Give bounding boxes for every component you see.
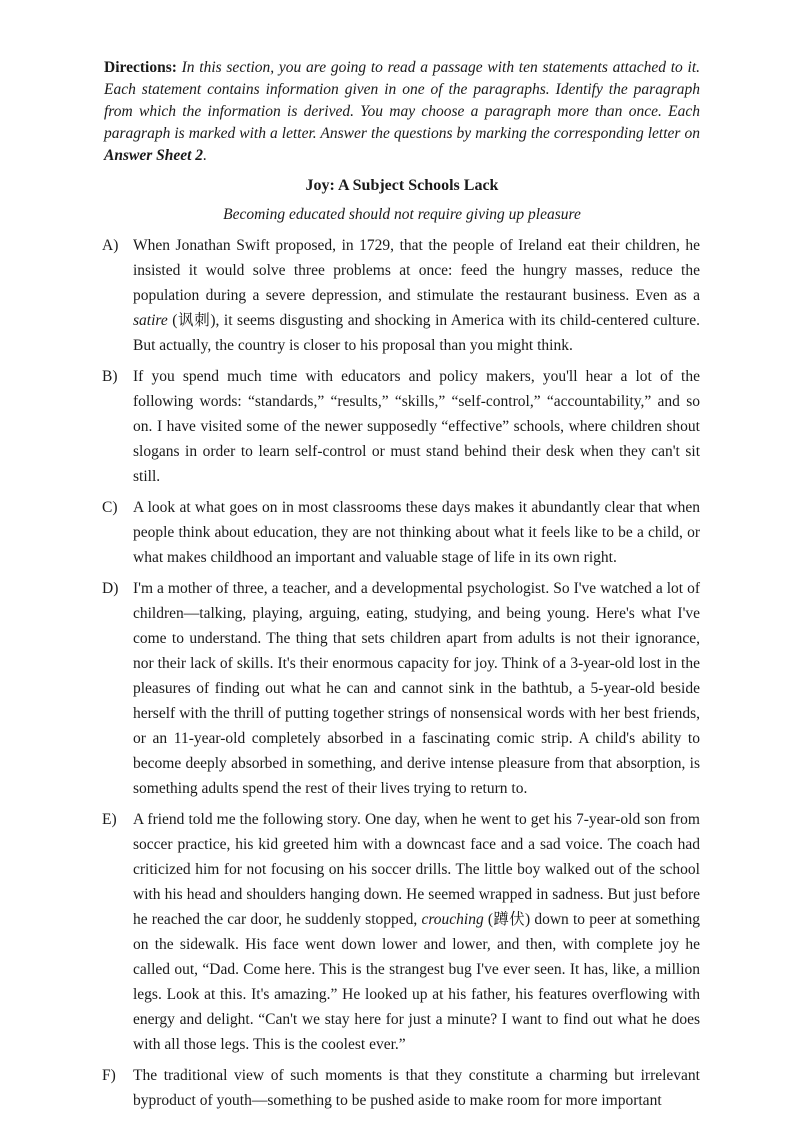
paragraph-text: (讽刺), it seems disgusting and shocking in America with its child-centered culture. But actually, the country is closer to his proposal than you might think. (133, 312, 700, 354)
paragraph-b (104, 364, 700, 489)
directions-end: . (203, 147, 207, 164)
paragraph-letter: D) (102, 580, 119, 597)
paragraph-letter: B) (102, 368, 118, 385)
paragraph-letter: C) (102, 499, 118, 516)
directions-label: Directions: (104, 59, 177, 76)
paragraph-c (104, 495, 700, 570)
paragraph-d (104, 576, 700, 801)
paragraph-text: (蹲伏) down to peer at something on the sidewalk. His face went down lower and lower, and then, with complete joy he called out, “Dad. Come here. This is the strangest bug I've ever seen. It has, like, a million legs. Look at this. It's amazing.” He looked up at his father, his features overflowing with energy and delight. “Can't we stay here for just a minute? I want to find out what he does with all those legs. This is the coolest ever.” (133, 911, 700, 1053)
paragraph-text: A look at what goes on in most classrooms these days makes it abundantly clear that when people think about education, they are not thinking about what it feels like to be a child, or what makes childhood an important and valuable stage of life in its own right. (133, 499, 700, 566)
exam-page (104, 57, 700, 1113)
paragraph-list (104, 233, 700, 1113)
paragraph-text: The traditional view of such moments is that they constitute a charming but irrelevant byproduct of youth—something to be pushed aside to make room for more important (133, 1067, 700, 1109)
directions-text: In this section, you are going to read a passage with ten statements attached to it. Each statement contains information given in one of the paragraphs. Identify the paragraph from which the information is derived. You may choose a paragraph more than once. Each paragraph is marked with a letter. Answer the questions by marking the corresponding letter on (104, 59, 701, 142)
paragraph-letter: E) (102, 811, 117, 828)
paragraph-e (104, 807, 700, 1057)
passage-subtitle: Becoming educated should not require giving up pleasure (223, 206, 581, 223)
emphasis-word: crouching (421, 911, 484, 928)
paragraph-text: A friend told me the following story. One day, when he went to get his 7-year-old son from soccer practice, his kid greeted him with a downcast face and a sad voice. The coach had criticized him for not focusing on his soccer drills. The little boy walked out of the school with his head and shoulders hanging down. He seemed wrapped in sadness. But just before he reached the car door, he suddenly stopped, (133, 811, 700, 928)
paragraph-a (104, 233, 700, 358)
paragraph-letter: A) (102, 237, 119, 254)
paragraph-text: If you spend much time with educators and policy makers, you'll hear a lot of the following words: “standards,” “results,” “skills,” “self-control,” “accountability,” and so on. I have visited some of the newer supposedly “effective” schools, where children shout slogans in order to learn self-control or must stand behind their desk when they can't sit still. (133, 368, 700, 485)
paragraph-f (104, 1063, 700, 1113)
passage-title: Joy: A Subject Schools Lack (305, 177, 499, 194)
paragraph-text: I'm a mother of three, a teacher, and a developmental psychologist. So I've watched a lot of children—talking, playing, arguing, eating, studying, and being young. Here's what I've come to understand. The thing that sets children apart from adults is not their ignorance, nor their lack of skills. It's their enormous capacity for joy. Think of a 3-year-old lost in the pleasures of finding out what he can and cannot sink in the bathtub, a 5-year-old beside herself with the thrill of putting together strings of nonsensical words with her best friends, or an 11-year-old completely absorbed in a fascinating comic strip. A child's ability to become deeply absorbed in something, and derive intense pleasure from that absorption, is something adults spend the rest of their lives trying to return to. (133, 580, 700, 797)
emphasis-word: satire (133, 312, 168, 329)
paragraph-letter: F) (102, 1067, 116, 1084)
directions (104, 57, 700, 167)
answer-sheet-ref: Answer Sheet 2 (104, 147, 204, 164)
paragraph-text: When Jonathan Swift proposed, in 1729, that the people of Ireland eat their children, he insisted it would solve three problems at once: feed the hungry masses, reduce the population during a severe depression, and stimulate the restaurant business. Even as a (133, 237, 700, 304)
